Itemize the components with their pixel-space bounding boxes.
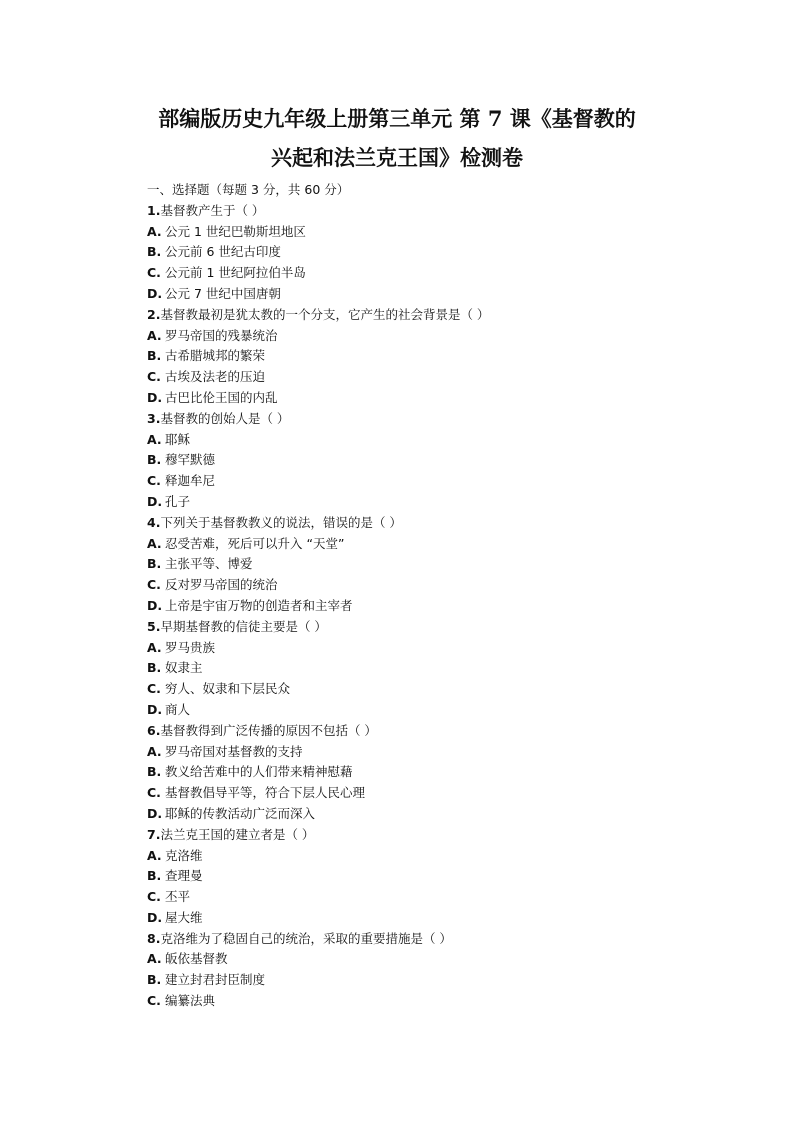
question-7-option-c	[147, 887, 707, 908]
question-2-option-b	[147, 346, 707, 367]
question-5-option-a	[147, 638, 707, 659]
question-1-option-d	[147, 284, 707, 305]
question-text: 基督教得到广泛传播的原因不包括（ ）	[160, 722, 377, 738]
question-1-option-a	[147, 222, 707, 243]
option-text: 罗马贵族	[165, 639, 216, 655]
question-1-option-c	[147, 263, 707, 284]
question-4-option-d	[147, 596, 707, 617]
question-3-option-c	[147, 471, 707, 492]
section-heading: 一、选择题（每题 3 分，共 60 分）	[147, 182, 350, 197]
option-letter: D.	[147, 389, 163, 405]
question-8-option-c	[147, 991, 707, 1012]
option-letter: B.	[147, 556, 162, 572]
option-text: 建立封君封臣制度	[165, 972, 266, 988]
option-letter: A.	[147, 847, 162, 863]
option-text: 反对罗马帝国的统治	[165, 577, 278, 593]
question-4	[147, 513, 707, 534]
question-8-option-a	[147, 949, 707, 970]
option-letter: A.	[147, 431, 162, 447]
option-letter: D.	[147, 805, 163, 821]
option-text: 穆罕默德	[165, 452, 216, 468]
option-text: 克洛维	[165, 847, 203, 863]
question-7-option-b	[147, 866, 707, 887]
question-5	[147, 617, 707, 638]
option-text: 罗马帝国的残暴统治	[165, 327, 278, 343]
option-letter: A.	[147, 223, 162, 239]
option-text: 查理曼	[165, 868, 203, 884]
option-letter: D.	[147, 909, 163, 925]
option-letter: B.	[147, 244, 162, 260]
option-text: 主张平等、博爱	[165, 556, 253, 572]
question-text: 法兰克王国的建立者是（ ）	[160, 826, 315, 842]
option-text: 教义给苦难中的人们带来精神慰藉	[165, 764, 353, 780]
question-number: 2.	[147, 306, 161, 322]
question-text: 早期基督教的信徒主要是（ ）	[160, 618, 327, 634]
question-7-option-d	[147, 908, 707, 929]
option-text: 公元前 1 世纪阿拉伯半岛	[165, 265, 306, 281]
question-text: 基督教的创始人是（ ）	[160, 410, 290, 426]
option-text: 穷人、奴隶和下层民众	[165, 681, 291, 697]
question-2-option-d	[147, 388, 707, 409]
option-text: 公元 7 世纪中国唐朝	[165, 285, 281, 301]
question-3-option-d	[147, 492, 707, 513]
question-text: 基督教产生于（ ）	[160, 202, 265, 218]
option-text: 忍受苦难，死后可以升入 “天堂”	[165, 535, 345, 551]
option-text: 孔子	[165, 493, 191, 509]
question-3-option-a	[147, 430, 707, 451]
question-number: 3.	[147, 410, 161, 426]
option-letter: D.	[147, 493, 163, 509]
question-5-option-c	[147, 679, 707, 700]
option-text: 屋大维	[165, 909, 203, 925]
option-letter: B.	[147, 452, 162, 468]
question-5-option-b	[147, 658, 707, 679]
option-letter: C.	[147, 993, 161, 1009]
option-letter: A.	[147, 951, 162, 967]
document-title-line-1: 部编版历史九年级上册第三单元 第 7 课《基督教的	[158, 106, 636, 131]
question-list	[147, 201, 707, 1012]
question-2	[147, 305, 707, 326]
option-text: 奴隶主	[165, 660, 203, 676]
option-text: 上帝是宇宙万物的创造者和主宰者	[165, 597, 353, 613]
option-text: 商人	[165, 701, 191, 717]
option-letter: C.	[147, 577, 161, 593]
option-letter: B.	[147, 764, 162, 780]
option-letter: D.	[147, 597, 163, 613]
option-text: 基督教倡导平等，符合下层人民心理	[165, 785, 366, 801]
question-4-option-a	[147, 534, 707, 555]
exam-content	[147, 180, 707, 1012]
question-4-option-b	[147, 554, 707, 575]
question-8-option-b	[147, 970, 707, 991]
option-letter: A.	[147, 743, 162, 759]
question-6	[147, 721, 707, 742]
question-6-option-d	[147, 804, 707, 825]
question-3	[147, 409, 707, 430]
question-3-option-b	[147, 450, 707, 471]
option-text: 古希腊城邦的繁荣	[165, 348, 266, 364]
option-text: 编纂法典	[165, 993, 216, 1009]
option-letter: C.	[147, 889, 161, 905]
question-1-option-b	[147, 242, 707, 263]
option-letter: C.	[147, 265, 161, 281]
option-text: 耶稣的传教活动广泛而深入	[165, 805, 316, 821]
option-letter: B.	[147, 348, 162, 364]
option-letter: A.	[147, 639, 162, 655]
question-text: 克洛维为了稳固自己的统治，采取的重要措施是（ ）	[160, 930, 452, 946]
option-letter: C.	[147, 681, 161, 697]
option-letter: C.	[147, 473, 161, 489]
question-4-option-c	[147, 575, 707, 596]
option-text: 公元前 6 世纪古印度	[165, 244, 281, 260]
question-number: 8.	[147, 930, 161, 946]
question-6-option-a	[147, 742, 707, 763]
question-2-option-c	[147, 367, 707, 388]
option-text: 耶稣	[165, 431, 191, 447]
question-text: 下列关于基督教教义的说法，错误的是（ ）	[160, 514, 402, 530]
option-letter: A.	[147, 327, 162, 343]
document-title-line-2: 兴起和法兰克王国》检测卷	[271, 145, 523, 170]
option-text: 丕平	[165, 889, 191, 905]
option-letter: C.	[147, 785, 161, 801]
question-7-option-a	[147, 846, 707, 867]
option-text: 罗马帝国对基督教的支持	[165, 743, 303, 759]
question-2-option-a	[147, 326, 707, 347]
question-number: 7.	[147, 826, 161, 842]
option-letter: B.	[147, 868, 162, 884]
question-8	[147, 929, 707, 950]
question-6-option-b	[147, 762, 707, 783]
question-5-option-d	[147, 700, 707, 721]
option-letter: D.	[147, 285, 163, 301]
question-number: 6.	[147, 722, 161, 738]
option-text: 古巴比伦王国的内乱	[165, 389, 278, 405]
question-7	[147, 825, 707, 846]
option-text: 古埃及法老的压迫	[165, 369, 266, 385]
question-number: 4.	[147, 514, 161, 530]
question-text: 基督教最初是犹太教的一个分支，它产生的社会背景是（ ）	[160, 306, 490, 322]
option-text: 释迦牟尼	[165, 473, 216, 489]
option-letter: D.	[147, 701, 163, 717]
question-1	[147, 201, 707, 222]
question-number: 1.	[147, 202, 161, 218]
option-text: 皈依基督教	[165, 951, 228, 967]
option-letter: C.	[147, 369, 161, 385]
option-letter: A.	[147, 535, 162, 551]
question-number: 5.	[147, 618, 161, 634]
question-6-option-c	[147, 783, 707, 804]
option-letter: B.	[147, 972, 162, 988]
option-text: 公元 1 世纪巴勒斯坦地区	[165, 223, 306, 239]
option-letter: B.	[147, 660, 162, 676]
